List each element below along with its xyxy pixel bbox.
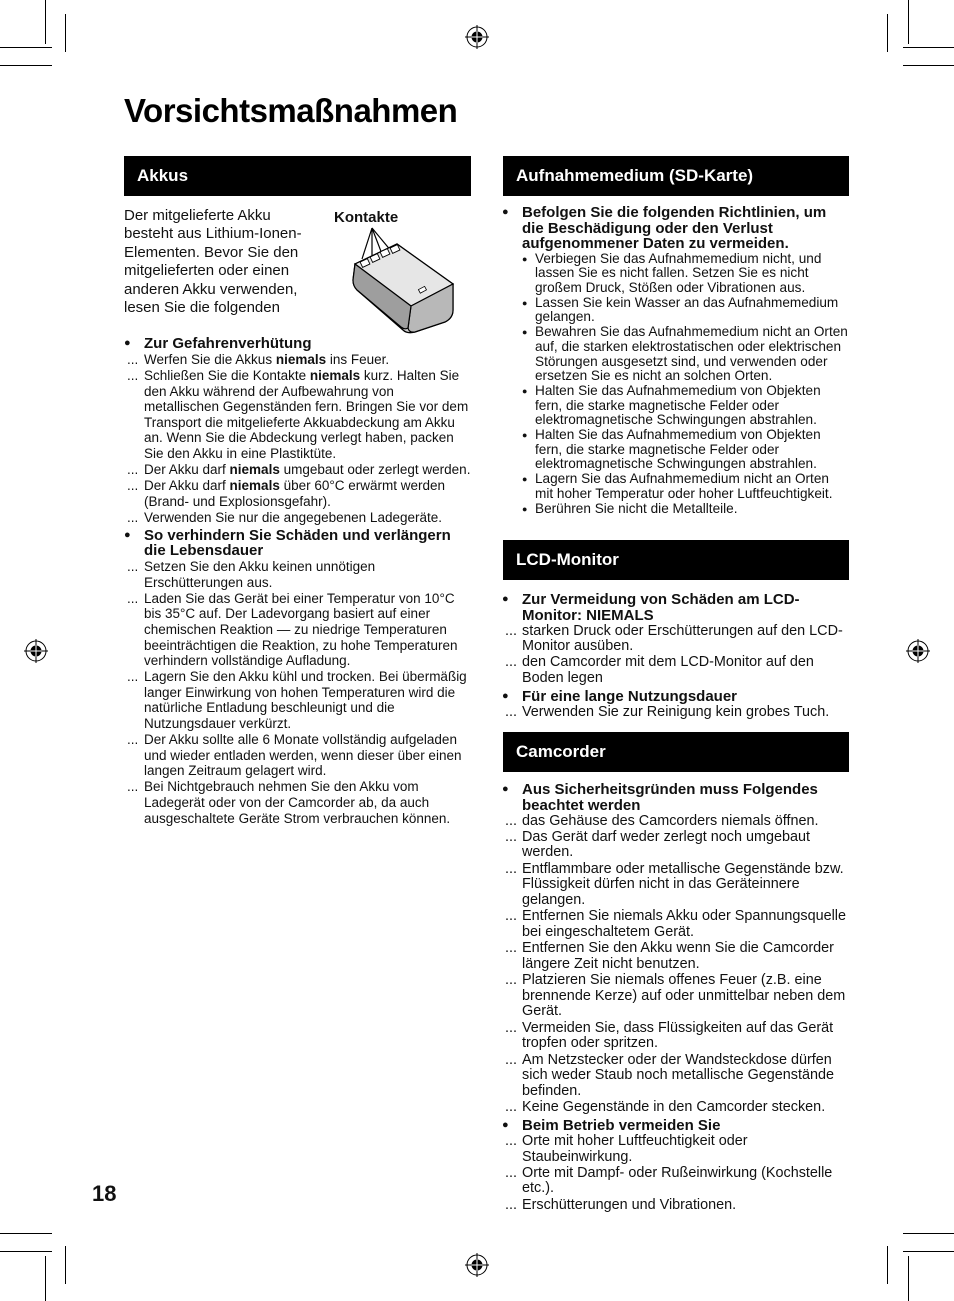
- page-number: 18: [92, 1181, 117, 1206]
- lcd-heading-2: ● Für eine lange Nutzungsdauer: [502, 689, 850, 705]
- list-item: ... Der Akku darf niemals umgebaut oder zerlegt werden.: [124, 462, 472, 478]
- list-item: ● Verbiegen Sie das Aufnahmemedium nicht, und lassen Sie es nicht fallen. Setzen Sie es nicht großem Druck, Stößen oder Vibrationen aus.: [502, 252, 850, 296]
- crop-mark: [65, 1246, 66, 1284]
- crop-mark: [903, 47, 954, 48]
- crop-mark: [0, 65, 52, 66]
- lcd-column: [502, 590, 850, 721]
- crop-mark: [65, 14, 66, 52]
- akkus-intro: Der mitgelieferte Akku besteht aus Lithium-Ionen-Elementen. Bevor Sie den mitgelieferten oder einen anderen Akku verwenden, lesen Sie die folgenden: [124, 207, 302, 317]
- list-item: ... Der Akku sollte alle 6 Monate vollständig aufgeladen und wieder entladen werden, wenn dieser über einen langen Zeitraum gelagert wird.: [124, 732, 472, 779]
- list-item: ● Halten Sie das Aufnahmemedium von Objekten fern, die starke magnetische Felder oder elektromagnetische Schwingungen abstrahlen.: [502, 428, 850, 472]
- list-item: ... Entfernen Sie den Akku wenn Sie die Camcorder längere Zeit nicht benutzen.: [502, 941, 850, 972]
- list-item: ... Verwenden Sie zur Reinigung kein grobes Tuch.: [502, 705, 850, 721]
- section-header-camcorder: Camcorder: [503, 732, 849, 772]
- crop-mark: [0, 47, 52, 48]
- section-header-sd-card: Aufnahmemedium (SD-Karte): [503, 156, 849, 196]
- camcorder-heading: ● Aus Sicherheitsgründen muss Folgendes beachtet werden: [502, 782, 850, 813]
- crop-mark: [903, 65, 954, 66]
- list-item: ... Vermeiden Sie, dass Flüssigkeiten auf das Gerät tropfen oder spritzen.: [502, 1021, 850, 1052]
- list-item: ... Das Gerät darf weder zerlegt noch umgebaut werden.: [502, 830, 850, 861]
- crop-mark: [903, 1251, 954, 1252]
- crop-mark: [887, 14, 888, 52]
- list-item: ... Orte mit hoher Luftfeuchtigkeit oder Staubeinwirkung.: [502, 1134, 850, 1165]
- section-header-lcd-monitor: LCD-Monitor: [503, 540, 849, 580]
- crop-mark: [45, 1256, 46, 1301]
- schaeden-heading: ● So verhindern Sie Schäden und verlängern die Lebensdauer: [124, 528, 472, 559]
- crop-mark: [45, 0, 46, 44]
- list-item: ... Verwenden Sie nur die angegebenen Ladegeräte.: [124, 510, 472, 526]
- list-item: ... Platzieren Sie niemals offenes Feuer (z.B. eine brennende Kerze) auf oder unmittelbar neben dem Gerät.: [502, 973, 850, 1020]
- list-item: ... Schließen Sie die Kontakte niemals kurz. Halten Sie den Akku während der Aufbewahrung von metallischen Gegenständen fern. Bringen Sie vor dem Transport die mitgelieferte Akkuabdeckung am Akku an. Wenn Sie die Abdeckung verlegt haben, packen Sie den Akku in eine Plastiktüte.: [124, 368, 472, 462]
- list-item: ... Erschütterungen und Vibrationen.: [502, 1198, 850, 1214]
- list-item: ... Keine Gegenstände in den Camcorder stecken.: [502, 1100, 850, 1116]
- camcorder-column: [502, 780, 850, 1213]
- list-item: ... Am Netzstecker oder der Wandsteckdose dürfen sich weder Staub noch metallische Gegenstände befinden.: [502, 1053, 850, 1100]
- list-item: ... Laden Sie das Gerät bei einer Temperatur von 10°C bis 35°C auf. Der Ladevorgang basiert auf einer chemischen Reaktion — zu niedrige Temperaturen beeinträchtigen die Reaktion, zu hohe Temperaturen verhindern vollständige Aufladung.: [124, 591, 472, 669]
- list-item: ● Halten Sie das Aufnahmemedium von Objekten fern, die starke magnetische Felder oder elektromagnetische Schwingungen abstrahlen.: [502, 384, 850, 428]
- list-item: ... das Gehäuse des Camcorders niemals öffnen.: [502, 814, 850, 830]
- list-item: ... Bei Nichtgebrauch nehmen Sie den Akku vom Ladegerät oder von der Camcorder ab, da auch ausgeschaltete Geräte Strom verbrauchen können.: [124, 779, 472, 826]
- list-item: ... Der Akku darf niemals über 60°C erwärmt werden (Brand- und Explosionsgefahr).: [124, 478, 472, 509]
- list-item: ... den Camcorder mit dem LCD-Monitor auf den Boden legen: [502, 655, 850, 686]
- list-item: ● Bewahren Sie das Aufnahmemedium nicht an Orten auf, die starken elektrostatischen oder elektrischen Störungen ausgesetzt sind, und verwenden oder ersetzen Sie es nicht an solchen Orten.: [502, 325, 850, 383]
- page-title: Vorsichtsmaßnahmen: [124, 92, 458, 129]
- crop-mark: [908, 1256, 909, 1301]
- kontakte-label: Kontakte: [334, 209, 399, 226]
- list-item: ● Lassen Sie kein Wasser an das Aufnahmemedium gelangen.: [502, 296, 850, 325]
- section-header-akkus: Akkus: [124, 156, 471, 196]
- battery-illustration: [345, 226, 460, 334]
- list-item: ... Lagern Sie den Akku kühl und trocken. Bei übermäßig langer Einwirkung von hohen Temperaturen wird die natürliche Entladung beschleunigt und die Nutzungsdauer verkürzt.: [124, 669, 472, 731]
- crop-mark: [0, 1233, 52, 1234]
- registration-mark-icon: [906, 639, 930, 663]
- crop-mark: [887, 1246, 888, 1284]
- list-item: ... Entflammbare oder metallische Gegenstände bzw. Flüssigkeit dürfen nicht in das Geräteinnere gelangen.: [502, 862, 850, 909]
- sd-column: [502, 203, 850, 516]
- list-item: ... Werfen Sie die Akkus niemals ins Feuer.: [124, 352, 472, 368]
- sd-heading: ● Befolgen Sie die folgenden Richtlinien, um die Beschädigung oder den Verlust aufgenommener Daten zu vermeiden.: [502, 205, 850, 252]
- gefahr-heading: ● Zur Gefahrenverhütung: [124, 336, 472, 352]
- registration-mark-icon: [465, 25, 489, 49]
- crop-mark: [903, 1233, 954, 1234]
- crop-mark: [0, 1251, 52, 1252]
- list-item: ● Berühren Sie nicht die Metallteile.: [502, 502, 850, 517]
- crop-mark: [908, 0, 909, 44]
- list-item: ... Setzen Sie den Akku keinen unnötigen Erschütterungen aus.: [124, 559, 472, 590]
- registration-mark-icon: [24, 639, 48, 663]
- list-item: ... starken Druck oder Erschütterungen auf den LCD-Monitor ausüben.: [502, 624, 850, 655]
- camcorder-heading-2: ● Beim Betrieb vermeiden Sie: [502, 1118, 850, 1134]
- list-item: ... Entfernen Sie niemals Akku oder Spannungsquelle bei eingeschaltetem Gerät.: [502, 909, 850, 940]
- registration-mark-icon: [465, 1253, 489, 1277]
- list-item: ● Lagern Sie das Aufnahmemedium nicht an Orten mit hoher Temperatur oder hoher Luftfeuchtigkeit.: [502, 472, 850, 501]
- list-item: ... Orte mit Dampf- oder Rußeinwirkung (Kochstelle etc.).: [502, 1166, 850, 1197]
- lcd-heading: ● Zur Vermeidung von Schäden am LCD-Monitor: NIEMALS: [502, 592, 850, 623]
- akkus-column: [124, 334, 472, 826]
